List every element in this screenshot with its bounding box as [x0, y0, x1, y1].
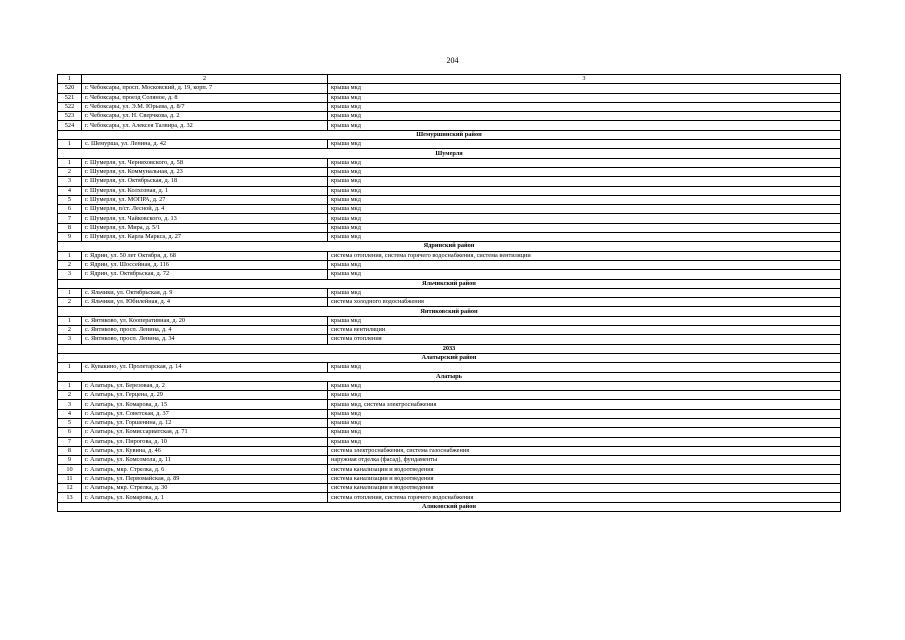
- row-work-type: крыша мкд: [328, 93, 841, 102]
- section-header-row: [58, 307, 841, 316]
- row-address: г. Алатырь, ул. Комарова, д. 15: [82, 400, 328, 409]
- row-number: 13: [58, 493, 82, 502]
- row-address: г. Алатырь, мкр. Стрелка, д. 30: [82, 484, 328, 493]
- row-number: 4: [58, 186, 82, 195]
- table-row: [58, 363, 841, 372]
- table-row: [58, 270, 841, 279]
- row-work-type: крыша мкд: [328, 177, 841, 186]
- table-header-row: [58, 75, 841, 84]
- section-title: Яльчикский район: [58, 279, 841, 288]
- row-number: 12: [58, 484, 82, 493]
- row-address: г. Алатырь, ул. Пирогова, д. 10: [82, 437, 328, 446]
- row-address: г. Шумерля, ул. Октябрьская, д. 18: [82, 177, 328, 186]
- row-number: 6: [58, 428, 82, 437]
- row-work-type: система вентиляции: [328, 326, 841, 335]
- row-work-type: крыша мкд: [328, 316, 841, 325]
- section-title: Аликовский район: [58, 502, 841, 511]
- row-work-type: наружная отделка (фасад), фундаменты: [328, 456, 841, 465]
- row-work-type: система канализации и водоотведения: [328, 474, 841, 483]
- row-number: 2: [58, 167, 82, 176]
- row-number: 5: [58, 195, 82, 204]
- row-work-type: крыша мкд: [328, 437, 841, 446]
- row-work-type: крыша мкд: [328, 195, 841, 204]
- row-number: 8: [58, 446, 82, 455]
- section-header-row: [58, 130, 841, 139]
- row-number: 5: [58, 418, 82, 427]
- table-row: [58, 205, 841, 214]
- section-header-row: [58, 149, 841, 158]
- row-work-type: крыша мкд: [328, 409, 841, 418]
- row-address: с. Яльчики, ул. Юбилейная, д. 4: [82, 298, 328, 307]
- row-work-type: крыша мкд, система электроснабжения: [328, 400, 841, 409]
- row-number: 2: [58, 391, 82, 400]
- row-work-type: крыша мкд: [328, 112, 841, 121]
- table-row: [58, 251, 841, 260]
- row-number: 9: [58, 456, 82, 465]
- section-title: Алатырский район: [58, 353, 841, 362]
- header-col-2: 2: [82, 75, 328, 84]
- row-work-type: крыша мкд: [328, 186, 841, 195]
- repair-schedule-table: [57, 74, 841, 512]
- table-row: [58, 223, 841, 232]
- row-work-type: система холодного водоснабжения: [328, 298, 841, 307]
- row-address: г. Чебоксары, ул. Алексея Талвира, д. 32: [82, 121, 328, 130]
- row-work-type: система отопления, система горячего водоснабжения, система вентиляции: [328, 251, 841, 260]
- row-work-type: крыша мкд: [328, 418, 841, 427]
- row-address: г. Шумерля, ул. Черняховского, д. 58: [82, 158, 328, 167]
- table-row: [58, 326, 841, 335]
- table-body: [58, 75, 841, 512]
- table-row: [58, 474, 841, 483]
- row-number: 2: [58, 260, 82, 269]
- row-address: г. Шумерля, ул. МОПРА, д. 27: [82, 195, 328, 204]
- section-title: Шумерля: [58, 149, 841, 158]
- row-work-type: крыша мкд: [328, 381, 841, 390]
- row-number: 10: [58, 465, 82, 474]
- row-address: г. Алатырь, ул. Комсомола, д. 11: [82, 456, 328, 465]
- table-row: [58, 158, 841, 167]
- row-number: 1: [58, 140, 82, 149]
- row-number: 2: [58, 298, 82, 307]
- header-col-3: 3: [328, 75, 841, 84]
- table-row: [58, 437, 841, 446]
- table-row: [58, 102, 841, 111]
- row-address: с. Шемурша, ул. Ленина, д. 42: [82, 140, 328, 149]
- row-address: г. Шумерля, ул. Коммунальная, д. 23: [82, 167, 328, 176]
- section-header-row: [58, 242, 841, 251]
- row-address: г. Алатырь, ул. Горшенина, д. 12: [82, 418, 328, 427]
- row-address: г. Чебоксары, просп. Московский, д. 19, корп. 7: [82, 84, 328, 93]
- table-row: [58, 233, 841, 242]
- row-work-type: крыша мкд: [328, 121, 841, 130]
- row-address: г. Шумерля, ул. Карла Маркса, д. 27: [82, 233, 328, 242]
- row-number: 4: [58, 409, 82, 418]
- table-row: [58, 456, 841, 465]
- row-number: 2: [58, 326, 82, 335]
- table-row: [58, 93, 841, 102]
- row-address: г. Шумерля, ул. Колхозная, д. 1: [82, 186, 328, 195]
- row-work-type: система отопления: [328, 335, 841, 344]
- row-address: г. Алатырь, ул. Кувина, д. 46: [82, 446, 328, 455]
- table-row: [58, 214, 841, 223]
- page-number: 204: [446, 56, 459, 65]
- row-number: 6: [58, 205, 82, 214]
- row-number: 520: [58, 84, 82, 93]
- row-number: 9: [58, 233, 82, 242]
- row-work-type: система электроснабжения, система газоснабжения: [328, 446, 841, 455]
- row-address: г. Шумерля, ул. Мира, д. 5/1: [82, 223, 328, 232]
- section-header-row: [58, 502, 841, 511]
- table-row: [58, 186, 841, 195]
- row-work-type: крыша мкд: [328, 363, 841, 372]
- section-header-row: [58, 344, 841, 353]
- row-work-type: крыша мкд: [328, 84, 841, 93]
- row-address: с. Янтиково, просп. Ленина, д. 34: [82, 335, 328, 344]
- row-address: г. Чебоксары, ул. Н. Сверчкова, д. 2: [82, 112, 328, 121]
- row-address: г. Алатырь, ул. Комиссариатская, д. 71: [82, 428, 328, 437]
- table-row: [58, 84, 841, 93]
- row-address: с. Кувакино, ул. Пролетарская, д. 14: [82, 363, 328, 372]
- row-number: 521: [58, 93, 82, 102]
- table-row: [58, 112, 841, 121]
- row-number: 3: [58, 400, 82, 409]
- row-address: г. Алатырь, ул. Комарова, д. 1: [82, 493, 328, 502]
- table-row: [58, 167, 841, 176]
- section-title: 2033: [58, 344, 841, 353]
- table-row: [58, 381, 841, 390]
- row-work-type: крыша мкд: [328, 260, 841, 269]
- row-number: 1: [58, 158, 82, 167]
- table-row: [58, 418, 841, 427]
- table-row: [58, 288, 841, 297]
- row-work-type: система канализации и водоотведения: [328, 484, 841, 493]
- row-number: 1: [58, 363, 82, 372]
- row-work-type: крыша мкд: [328, 205, 841, 214]
- row-work-type: крыша мкд: [328, 233, 841, 242]
- row-work-type: крыша мкд: [328, 428, 841, 437]
- table-row: [58, 428, 841, 437]
- row-address: г. Алатырь, ул. Герцена, д. 29: [82, 391, 328, 400]
- row-number: 1: [58, 381, 82, 390]
- row-number: 11: [58, 474, 82, 483]
- table-row: [58, 493, 841, 502]
- row-address: г. Шумерля, ул. Чайковского, д. 13: [82, 214, 328, 223]
- row-address: г. Шумерля, п/ст. Лесной, д. 4: [82, 205, 328, 214]
- section-header-row: [58, 279, 841, 288]
- row-work-type: система канализации и водоотведения: [328, 465, 841, 474]
- row-work-type: крыша мкд: [328, 270, 841, 279]
- section-title: Ядринский район: [58, 242, 841, 251]
- row-work-type: система отопления, система горячего водоснабжения: [328, 493, 841, 502]
- row-number: 3: [58, 335, 82, 344]
- table-row: [58, 409, 841, 418]
- row-address: г. Алатырь, ул. Березовая, д. 2: [82, 381, 328, 390]
- table-row: [58, 195, 841, 204]
- row-work-type: крыша мкд: [328, 223, 841, 232]
- table-row: [58, 484, 841, 493]
- row-number: 7: [58, 437, 82, 446]
- row-work-type: крыша мкд: [328, 391, 841, 400]
- row-work-type: крыша мкд: [328, 158, 841, 167]
- row-work-type: крыша мкд: [328, 288, 841, 297]
- row-address: с. Яльчики, ул. Октябрьская, д. 9: [82, 288, 328, 297]
- row-number: 3: [58, 177, 82, 186]
- row-address: г. Алатырь, ул. Первомайская, д. 89: [82, 474, 328, 483]
- table-row: [58, 177, 841, 186]
- table-row: [58, 121, 841, 130]
- row-number: 524: [58, 121, 82, 130]
- row-number: 1: [58, 316, 82, 325]
- row-address: с. Янтиково, просп. Ленина, д. 4: [82, 326, 328, 335]
- row-address: г. Ядрин, ул. Шоссейная, д. 116: [82, 260, 328, 269]
- row-address: с. Янтиково, ул. Кооперативная, д. 20: [82, 316, 328, 325]
- row-work-type: крыша мкд: [328, 167, 841, 176]
- row-number: 1: [58, 251, 82, 260]
- row-address: г. Алатырь, мкр. Стрелка, д. 6: [82, 465, 328, 474]
- section-title: Янтиковский район: [58, 307, 841, 316]
- row-number: 523: [58, 112, 82, 121]
- table-row: [58, 446, 841, 455]
- table-row: [58, 335, 841, 344]
- table-row: [58, 316, 841, 325]
- table-row: [58, 391, 841, 400]
- header-col-1: 1: [58, 75, 82, 84]
- section-header-row: [58, 353, 841, 362]
- row-address: г. Алатырь, ул. Советская, д. 37: [82, 409, 328, 418]
- row-work-type: крыша мкд: [328, 102, 841, 111]
- row-number: 3: [58, 270, 82, 279]
- section-title: Алатырь: [58, 372, 841, 381]
- row-address: г. Ядрин, ул. Октябрьская, д. 72: [82, 270, 328, 279]
- row-work-type: крыша мкд: [328, 214, 841, 223]
- row-work-type: крыша мкд: [328, 140, 841, 149]
- row-address: г. Чебоксары, проезд Соляное, д. 8: [82, 93, 328, 102]
- row-address: г. Ядрин, ул. 50 лет Октября, д. 68: [82, 251, 328, 260]
- row-number: 8: [58, 223, 82, 232]
- row-number: 522: [58, 102, 82, 111]
- row-address: г. Чебоксары, ул. Э.М. Юрьева, д. 8/7: [82, 102, 328, 111]
- table-row: [58, 298, 841, 307]
- table-row: [58, 465, 841, 474]
- row-number: 1: [58, 288, 82, 297]
- section-header-row: [58, 372, 841, 381]
- row-number: 7: [58, 214, 82, 223]
- table-row: [58, 260, 841, 269]
- table-row: [58, 140, 841, 149]
- table-row: [58, 400, 841, 409]
- section-title: Шемуршинский район: [58, 130, 841, 139]
